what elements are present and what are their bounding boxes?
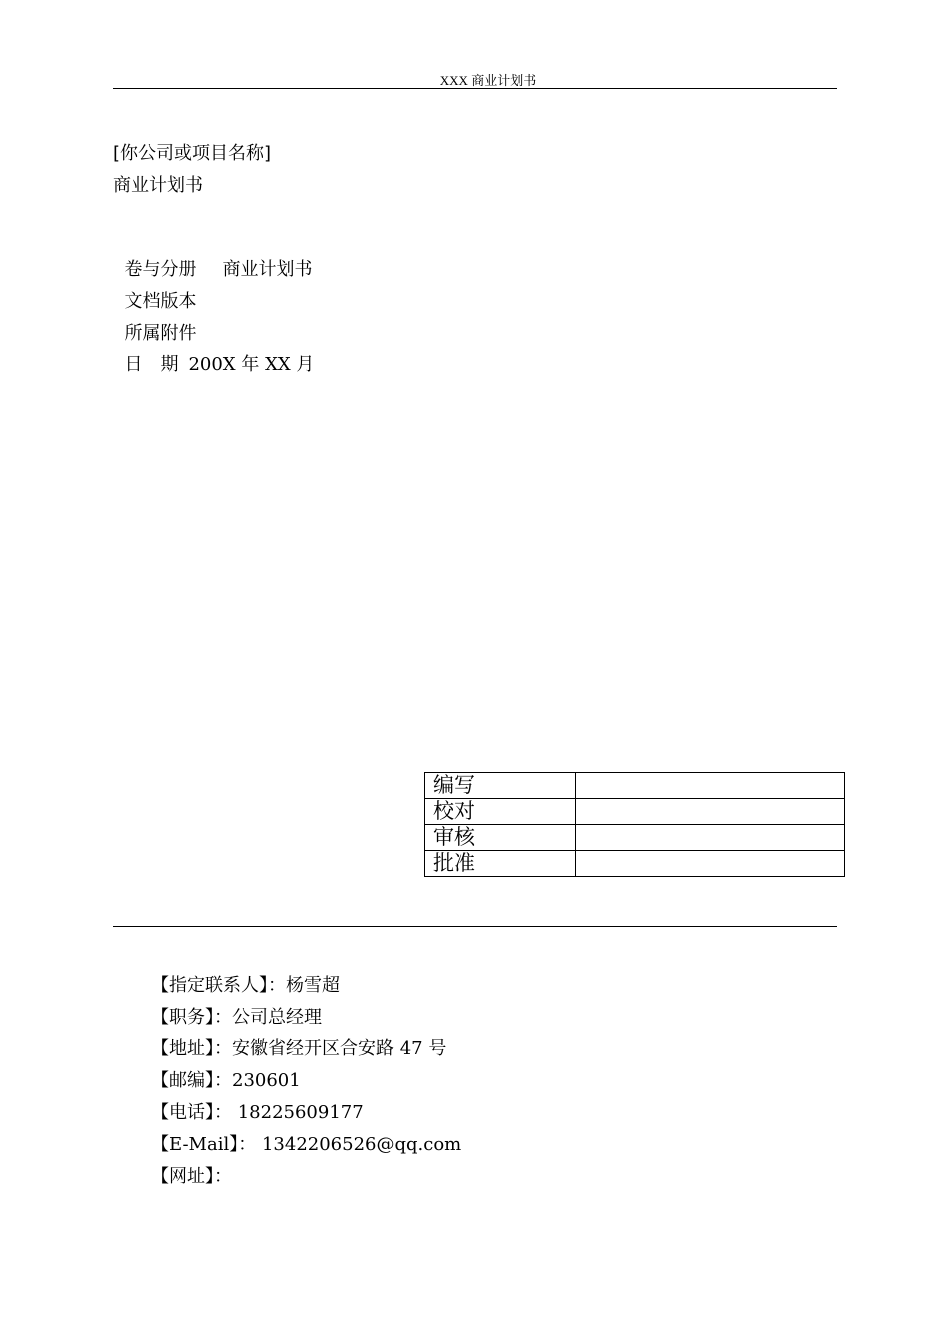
approval-label: 编写 <box>425 773 576 799</box>
contact-row-address <box>151 1034 446 1060</box>
meta-row-date <box>113 329 314 376</box>
approval-value-cell[interactable] <box>576 773 845 799</box>
contact-row-website <box>151 1162 232 1188</box>
contact-label: 【E-Mail】： <box>151 1134 257 1155</box>
meta-label: 日 期 <box>124 354 179 375</box>
contact-row-person <box>151 971 340 997</box>
contact-row-postcode <box>151 1066 301 1092</box>
contact-row-phone <box>151 1098 364 1124</box>
section-rule <box>113 926 837 927</box>
meta-label: 卷与分册 <box>124 259 197 280</box>
contact-label: 【邮编】： <box>151 1070 232 1091</box>
contact-row-email <box>151 1130 461 1156</box>
contact-value: 杨雪超 <box>286 975 340 996</box>
contact-label: 【指定联系人】： <box>151 975 286 996</box>
table-row <box>425 799 845 825</box>
table-row <box>425 851 845 877</box>
approval-label: 审核 <box>425 825 576 851</box>
contact-value: 18225609177 <box>232 1102 364 1123</box>
contact-value: 230601 <box>232 1070 301 1091</box>
approval-value-cell[interactable] <box>576 851 845 877</box>
table-row <box>425 773 845 799</box>
table-row <box>425 825 845 851</box>
meta-value: 商业计划书 <box>222 259 313 280</box>
meta-label: 所属附件 <box>124 323 197 344</box>
header-rule <box>113 88 837 89</box>
document-title: 商业计划书 <box>113 175 203 196</box>
meta-value: 200X 年 XX 月 <box>188 354 315 375</box>
contact-label: 【职务】： <box>151 1007 232 1028</box>
contact-value[interactable]: 1342206526@qq.com <box>256 1134 462 1155</box>
contact-value: 公司总经理 <box>232 1007 322 1028</box>
approval-value-cell[interactable] <box>576 825 845 851</box>
contact-label: 【电话】： <box>151 1102 232 1123</box>
contact-value: 安徽省经开区合安路 47 号 <box>232 1038 447 1059</box>
approval-label: 校对 <box>425 799 576 825</box>
page-header: XXX 商业计划书 <box>439 73 537 88</box>
approval-value-cell[interactable] <box>576 799 845 825</box>
company-name-placeholder: [你公司或项目名称] <box>113 143 272 164</box>
approval-label: 批准 <box>425 851 576 877</box>
contact-label: 【地址】： <box>151 1038 232 1059</box>
meta-label: 文档版本 <box>124 291 197 312</box>
approval-table <box>424 772 845 877</box>
contact-row-position <box>151 1003 322 1029</box>
contact-label: 【网址】： <box>151 1166 232 1187</box>
